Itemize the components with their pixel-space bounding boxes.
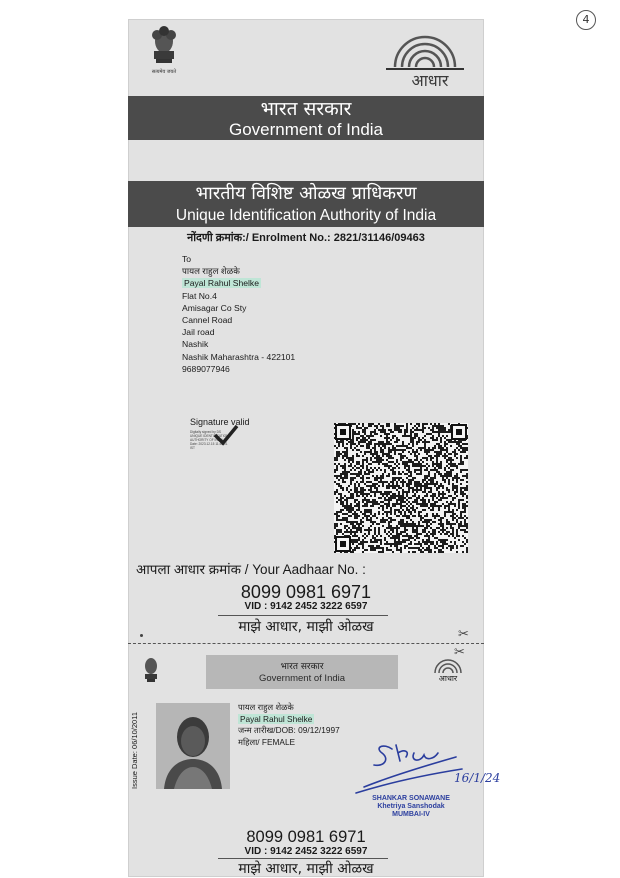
scissors-icon: ✂ xyxy=(458,627,469,642)
digital-signature xyxy=(190,417,264,463)
card-vid-number: VID : 9142 2452 3222 6597 xyxy=(244,846,368,857)
address-line: Flat No.4 xyxy=(182,290,217,301)
address-line: Nashik xyxy=(182,339,209,350)
authority-band xyxy=(128,181,484,227)
card-government-english: Government of India xyxy=(258,673,346,684)
signature-detail-line: Digitally signed by DS xyxy=(190,430,222,434)
stamp-line: SHANKAR SONAWANE xyxy=(372,795,450,802)
card-gender: महिला/ FEMALE xyxy=(238,736,296,747)
government-hindi: भारत सरकार xyxy=(260,98,352,120)
qr-code xyxy=(334,423,468,553)
punch-dot xyxy=(140,634,143,637)
address-line: Jail road xyxy=(182,327,215,338)
card-government-hindi: भारत सरकार xyxy=(280,662,324,672)
stamp-line: Khetriya Sanshodak xyxy=(377,803,445,810)
holder-photo xyxy=(156,703,230,789)
handwritten-signature xyxy=(344,735,474,799)
signature-detail-line: IST xyxy=(190,446,195,450)
aadhaar-number: 8099 0981 6971 xyxy=(240,582,372,602)
card-name-local: पायल राहुल शेळके xyxy=(238,702,294,712)
cut-line xyxy=(128,643,484,644)
aadhaar-logo-text: आधार xyxy=(438,674,458,683)
attestation-date: 16/1/24 xyxy=(454,771,501,785)
card-name: Payal Rahul Shelke xyxy=(240,713,313,724)
vid-number: VID : 9142 2452 3222 6597 xyxy=(244,601,368,612)
checkmark-icon xyxy=(212,423,240,447)
signature-title: Signature valid xyxy=(190,417,250,427)
authority-english: Unique Identification Authority of India xyxy=(175,207,437,224)
aadhaar-logo-text: आधार xyxy=(411,71,449,90)
tagline: माझे आधार, माझी ओळख xyxy=(238,619,374,635)
address-line: Amisagar Co Sty xyxy=(182,302,247,313)
your-aadhaar-label: आपला आधार क्रमांक / Your Aadhaar No. : xyxy=(136,562,366,577)
aadhaar-document xyxy=(128,19,501,877)
address-phone: 9689077946 xyxy=(182,363,230,374)
divider xyxy=(218,615,388,616)
address-line: Nashik Maharashtra - 422101 xyxy=(182,351,296,362)
government-english: Government of India xyxy=(228,120,384,139)
scissors-icon: ✂ xyxy=(454,645,465,660)
signature-detail-line: Date: 2023.12.15 11:46:01 xyxy=(190,442,228,446)
government-band xyxy=(128,96,484,140)
national-emblem-icon xyxy=(140,655,162,689)
card-details xyxy=(238,702,340,748)
card-aadhaar-number: 8099 0981 6971 xyxy=(246,828,366,846)
enrolment-number: नोंदणी क्रमांक:/ Enrolment No.: 2821/31146/09463 xyxy=(187,232,425,244)
address-name-local: पायल राहुल शेळके xyxy=(182,266,240,277)
card-tagline: माझे आधार, माझी ओळख xyxy=(238,861,374,877)
address-name: Payal Rahul Shelke xyxy=(184,278,260,289)
address-block xyxy=(182,253,295,375)
address-line: Cannel Road xyxy=(182,315,233,326)
page-number: 4 xyxy=(576,10,596,30)
card-dob: जन्म तारीख/DOB: 09/12/1997 xyxy=(238,725,340,735)
signature-detail-line: AUTHORITY OF INDIA 05 xyxy=(190,438,228,442)
stamp-line: MUMBAI-IV xyxy=(392,811,430,818)
emblem-caption: सत्यमेव जयते xyxy=(151,69,177,75)
signature-detail-line: UNIQUE IDENTIFICATION xyxy=(190,434,229,438)
attestation-stamp xyxy=(356,795,466,819)
authority-hindi: भारतीय विशिष्ट ओळख प्राधिकरण xyxy=(195,183,417,204)
issue-date: Issue Date: 06/10/2011 xyxy=(130,712,139,789)
address-to: To xyxy=(182,254,192,264)
